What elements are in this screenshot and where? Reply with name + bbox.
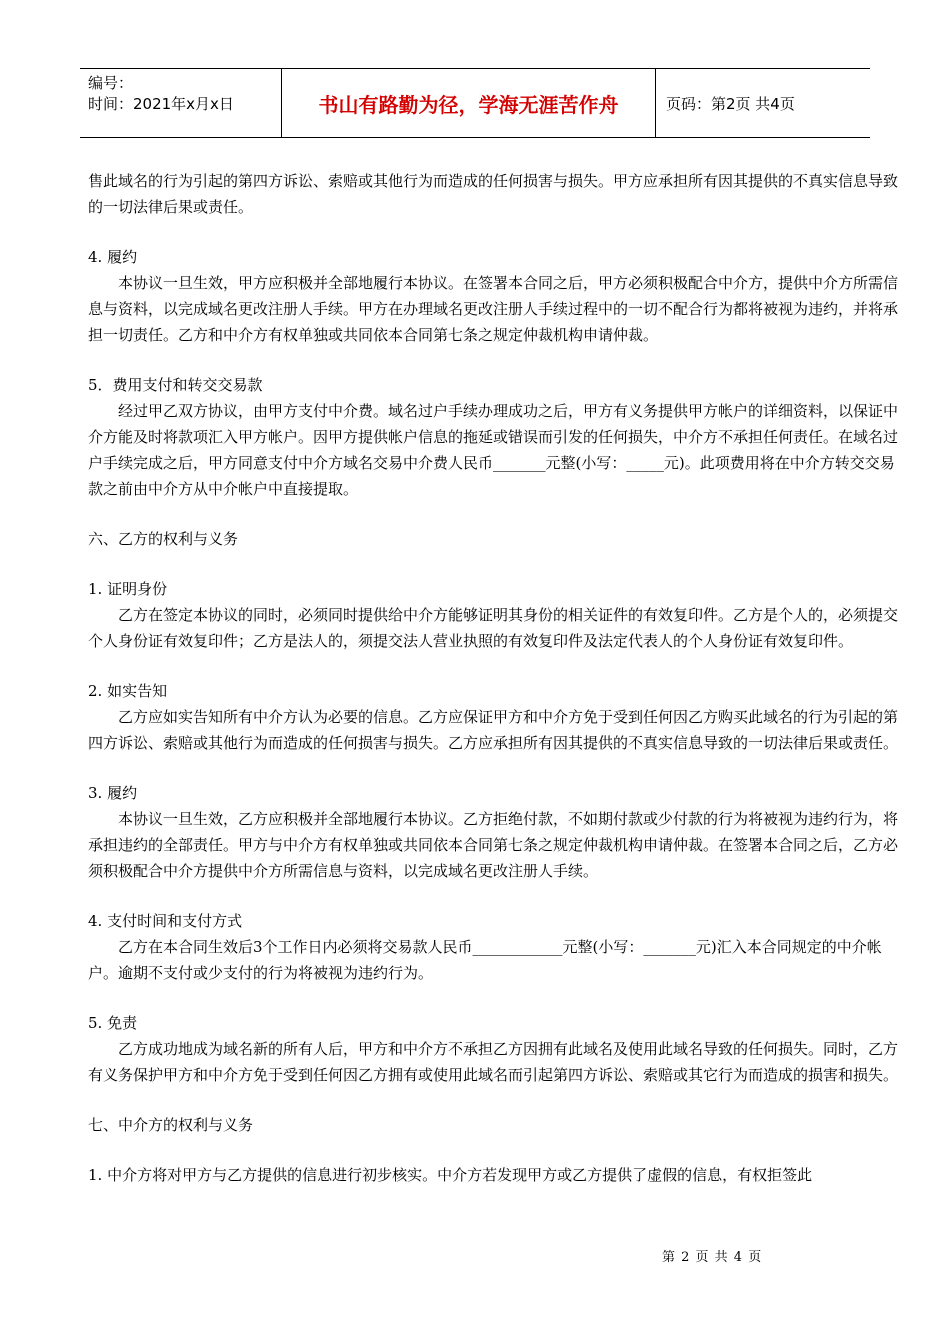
paragraph: 乙方在签定本协议的同时，必须同时提供给中介方能够证明其身份的相关证件的有效复印件。乙方是个人的，必须提交个人身份证有效复印件；乙方是法人的，须提交法人营业执照的有效复印件及法定代表人的个人身份证有效复印件。: [88, 606, 899, 650]
paragraph: 乙方成功地成为域名新的所有人后，甲方和中介方不承担乙方因拥有此域名及使用此域名导致的任何损失。同时，乙方有义务保护甲方和中介方免于受到任何因乙方拥有或使用此域名而引起第四方诉讼、索赔或其它行为而造成的损害和损失。: [88, 1040, 899, 1084]
page-footer: 第 2 页 共 4 页: [662, 1250, 763, 1265]
date-line: 时间：2021年x月x日: [88, 95, 234, 113]
paragraph: 乙方在本合同生效后3个工作日内必须将交易款人民币____________元整(小写：_______元)汇入本合同规定的中介帐户。逾期不支付或少支付的行为将被视为违约行为。: [88, 938, 882, 982]
item-heading: 5. 免责: [88, 1014, 138, 1032]
section-heading: 七、中介方的权利与义务: [88, 1116, 254, 1134]
item-heading: 2. 如实告知: [88, 682, 168, 700]
paragraph: 1. 中介方将对甲方与乙方提供的信息进行初步核实。中介方若发现甲方或乙方提供了虚假的信息，有权拒签此: [88, 1166, 813, 1184]
paragraph: 本协议一旦生效，乙方应积极并全部地履行本协议。乙方拒绝付款，不如期付款或少付款的行为将被视为违约行为，将承担违约的全部责任。甲方与中介方有权单独或共同依本合同第七条之规定仲裁机构申请仲裁。在签署本合同之后，乙方必须积极配合中介方提供中介方所需信息与资料，以完成域名更改注册人手续。: [88, 810, 899, 880]
item-heading: 1. 证明身份: [88, 580, 168, 598]
item-heading: 3. 履约: [88, 784, 138, 802]
paragraph-continued: 售此域名的行为引起的第四方诉讼、索赔或其他行为而造成的任何损害与损失。甲方应承担所有因其提供的不真实信息导致的一切法律后果或责任。: [88, 172, 899, 216]
paragraph: 经过甲乙双方协议，由甲方支付中介费。域名过户手续办理成功之后，甲方有义务提供甲方帐户的详细资料，以保证中介方能及时将款项汇入甲方帐户。因甲方提供帐户信息的拖延或错误而引发的任何损失，中介方不承担任何责任。在域名过户手续完成之后，甲方同意支付中介方域名交易中介费人民币_______元整(小写：_____元)。此项费用将在中介方转交交易款之前由中介方从中介帐户中直接提取。: [88, 402, 899, 498]
header-page-code: 页码：第2页 共4页: [666, 94, 795, 113]
document-header: [80, 68, 870, 138]
item-heading: 4. 履约: [88, 248, 138, 266]
header-motto: 书山有路勤为径，学海无涯苦作舟: [282, 69, 656, 137]
paragraph: 本协议一旦生效，甲方应积极并全部地履行本协议。在签署本合同之后，甲方必须积极配合中介方，提供中介方所需信息与资料，以完成域名更改注册人手续。甲方在办理域名更改注册人手续过程中的一切不配合行为都将被视为违约，并将承担一切责任。乙方和中介方有权单独或共同依本合同第七条之规定仲裁机构申请仲裁。: [88, 274, 899, 344]
item-heading: 5．费用支付和转交交易款: [88, 376, 263, 394]
number-label: 编号：: [88, 74, 134, 92]
header-meta: [80, 69, 282, 137]
document-body: [88, 168, 906, 1188]
item-heading: 4. 支付时间和支付方式: [88, 912, 243, 930]
paragraph: 乙方应如实告知所有中介方认为必要的信息。乙方应保证甲方和中介方免于受到任何因乙方购买此域名的行为引起的第四方诉讼、索赔或其他行为而造成的任何损害与损失。乙方应承担所有因其提供的不真实信息导致的一切法律后果或责任。: [88, 708, 899, 752]
section-heading: 六、乙方的权利与义务: [88, 530, 239, 548]
